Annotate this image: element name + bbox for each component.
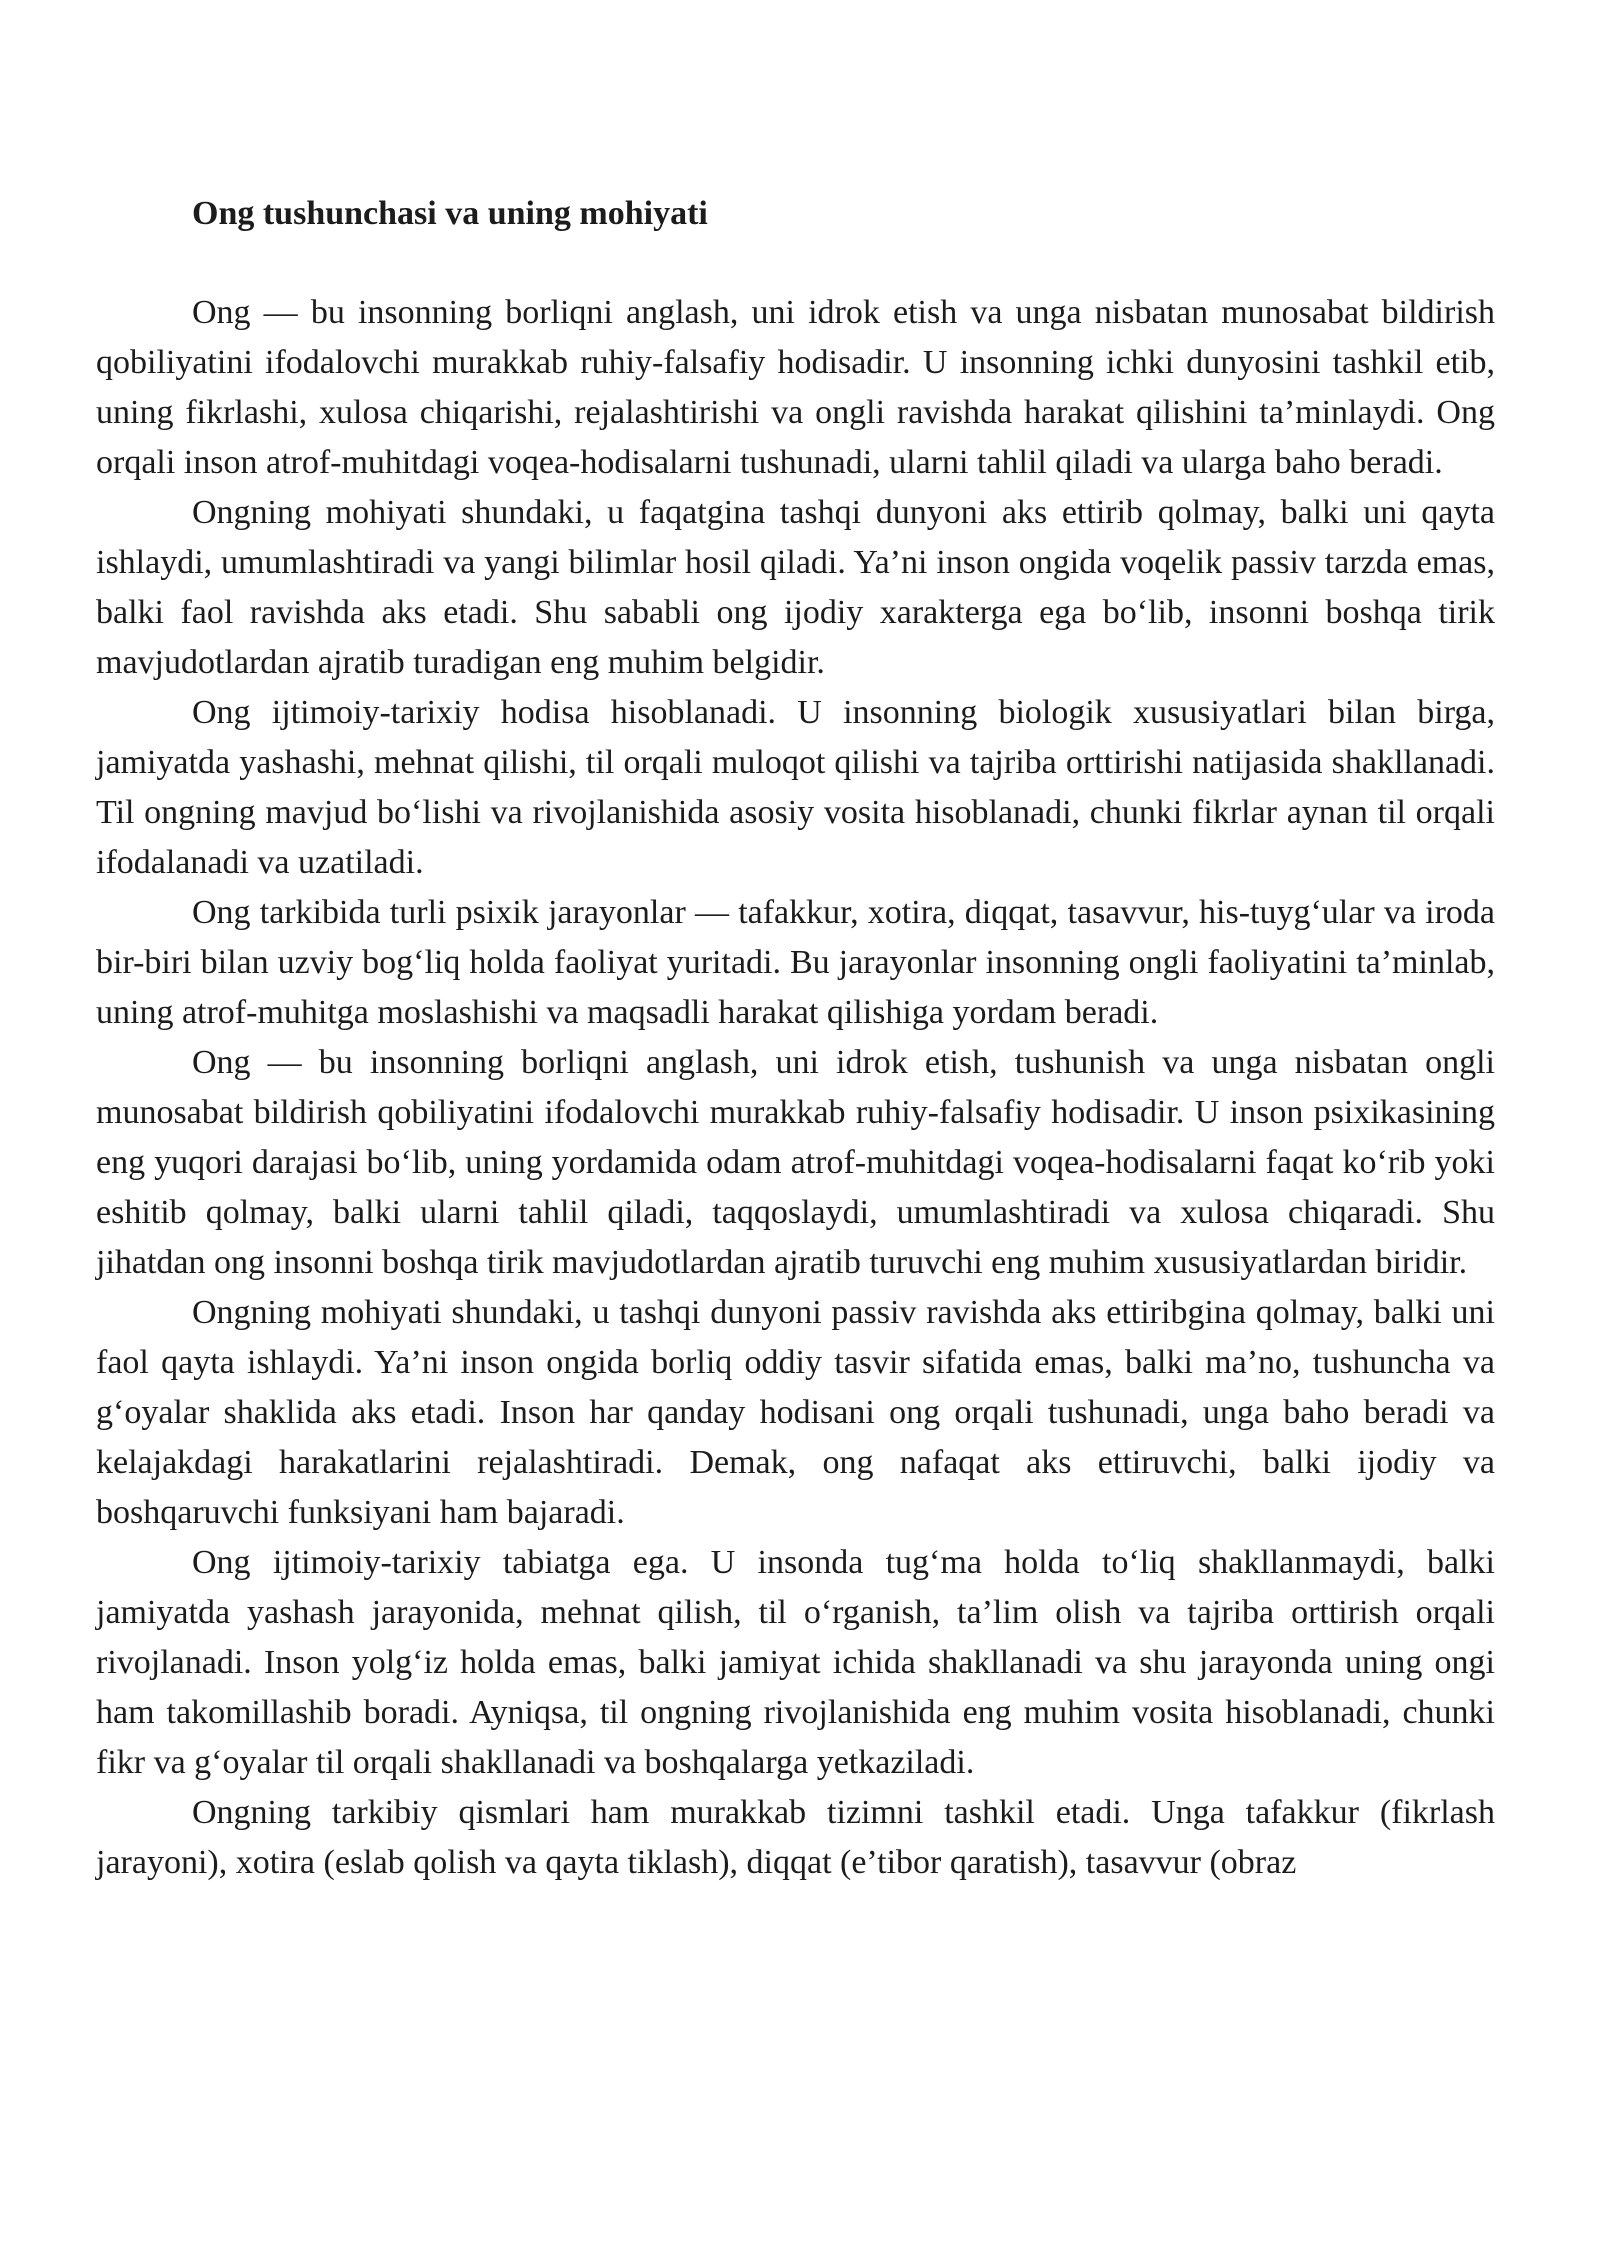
paragraph-5: Ong — bu insonning borliqni anglash, uni idrok etish, tushunish va unga nisbatan ongli munosabat bildirish qobiliyatini ifodalovchi murakkab ruhiy-falsafiy hodisadir. U inson psixikasining eng yuqori darajasi bo‘lib, uning yordamida odam atrof-muhitdagi voqea-hodisalarni faqat ko‘rib yoki eshitib qolmay, balki ularni tahlil qiladi, taqqoslaydi, umumlashtiradi va xulosa chiqaradi. Shu jihatdan ong insonni boshqa tirik mavjudotlardan ajratib turuvchi eng muhim xususiyatlardan biridir. [96,1044,1495,1281]
paragraph-3: Ong ijtimoiy-tarixiy hodisa hisoblanadi. U insonning biologik xususiyatlari bilan birga, jamiyatda yashashi, mehnat qilishi, til orqali muloqot qilishi va tajriba orttirishi natijasida shakllanadi. Til ongning mavjud bo‘lishi va rivojlanishida asosiy vosita hisoblanadi, chunki fikrlar aynan til orqali ifodalanadi va uzatiladi. [96,694,1495,881]
paragraph-8: Ongning tarkibiy qismlari ham murakkab tizimni tashkil etadi. Unga tafakkur (fikrlash jarayoni), xotira (eslab qolish va qayta tiklash), diqqat (e’tibor qaratish), tasavvur (obraz [96,1794,1495,1881]
paragraph-4: Ong tarkibida turli psixik jarayonlar — tafakkur, xotira, diqqat, tasavvur, his-tuyg‘ular va iroda bir-biri bilan uzviy bog‘liq holda faoliyat yuritadi. Bu jarayonlar insonning ongli faoliyatini ta’minlab, uning atrof-muhitga moslashishi va maqsadli harakat qilishiga yordam beradi. [96,894,1495,1031]
paragraph-2: Ongning mohiyati shundaki, u faqatgina tashqi dunyoni aks ettirib qolmay, balki uni qayta ishlaydi, umumlashtiradi va yangi bilimlar hosil qiladi. Ya’ni inson ongida voqelik passiv tarzda emas, balki faol ravishda aks etadi. Shu sababli ong ijodiy xarakterga ega bo‘lib, insonni boshqa tirik mavjudotlardan ajratib turadigan eng muhim belgidir. [96,494,1495,681]
document-page [96,188,1495,1888]
paragraph-1: Ong — bu insonning borliqni anglash, uni idrok etish va unga nisbatan munosabat bildirish qobiliyatini ifodalovchi murakkab ruhiy-falsafiy hodisadir. U insonning ichki dunyosini tashkil etib, uning fikrlashi, xulosa chiqarishi, rejalashtirishi va ongli ravishda harakat qilishini ta’minlaydi. Ong orqali inson atrof-muhitdagi voqea-hodisalarni tushunadi, ularni tahlil qiladi va ularga baho beradi. [96,294,1495,481]
paragraph-7: Ong ijtimoiy-tarixiy tabiatga ega. U insonda tug‘ma holda to‘liq shakllanmaydi, balki jamiyatda yashash jarayonida, mehnat qilish, til o‘rganish, ta’lim olish va tajriba orttirish orqali rivojlanadi. Inson yolg‘iz holda emas, balki jamiyat ichida shakllanadi va shu jarayonda uning ongi ham takomillashib boradi. Ayniqsa, til ongning rivojlanishida eng muhim vosita hisoblanadi, chunki fikr va g‘oyalar til orqali shakllanadi va boshqalarga yetkaziladi. [96,1544,1495,1781]
paragraph-6: Ongning mohiyati shundaki, u tashqi dunyoni passiv ravishda aks ettiribgina qolmay, balki uni faol qayta ishlaydi. Ya’ni inson ongida borliq oddiy tasvir sifatida emas, balki ma’no, tushuncha va g‘oyalar shaklida aks etadi. Inson har qanday hodisani ong orqali tushunadi, unga baho beradi va kelajakdagi harakatlarini rejalashtiradi. Demak, ong nafaqat aks ettiruvchi, balki ijodiy va boshqaruvchi funksiyani ham bajaradi. [96,1294,1495,1531]
document-title: Ong tushunchasi va uning mohiyati [192,195,708,232]
